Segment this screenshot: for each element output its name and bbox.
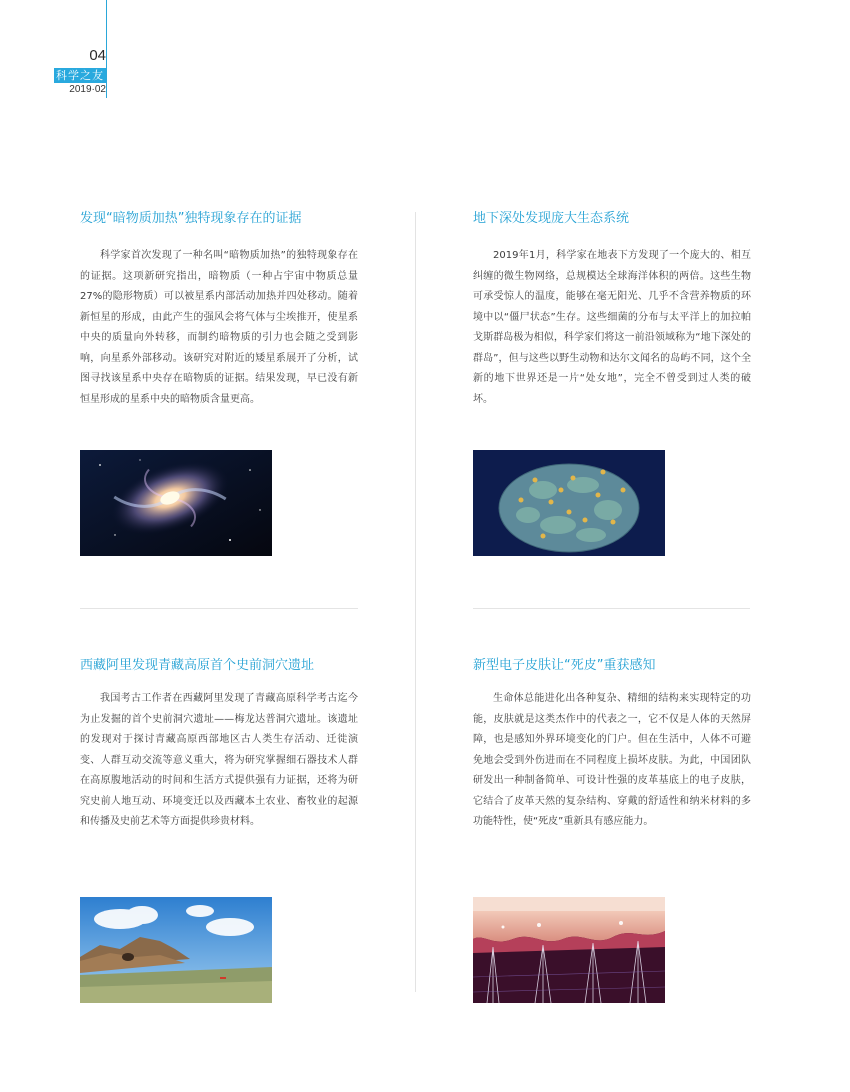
article-title: 地下深处发现庞大生态系统 [473, 211, 630, 226]
article-title: 西藏阿里发现青藏高原首个史前洞穴遗址 [80, 658, 315, 673]
article-body: 科学家首次发现了一种名叫“暗物质加热”的独特现象存在的证据。这项新研究指出，暗物质（一种占宇宙中物质总量27%的隐形物质）可以被星系内部活动加热并四处移动。随着新恒星的形成，由此产生的强风会将气体与尘埃推开，使星系中央的质量向外转移，而制约暗物质的引力也会随之受到影响，向星系外部移动。该研究对附近的矮星系展开了分析，试图寻找该星系中央存在暗物质的证据。结果发现，早已没有新恒星形成的星系中央的暗物质含量更高。 [80, 250, 358, 405]
article-body: 生命体总能进化出各种复杂、精细的结构来实现特定的功能，皮肤就是这类杰作中的代表之一，它不仅是人体的天然屏障，也是感知外界环境变化的门户。但在生活中，人体不可避免地会受到外伤进而在不同程度上损坏皮肤。为此，中国团队研发出一种制备简单、可设计性强的皮革基底上的电子皮肤，它结合了皮革天然的复杂结构、穿戴的舒适性和纳米材料的多功能特性，使“死皮”重新具有感应能力。 [473, 693, 751, 827]
skin-cross-section-image [473, 897, 665, 1003]
row-divider-right [473, 608, 750, 609]
magazine-name-badge: 科学之友 [56, 69, 104, 82]
column-divider [415, 212, 416, 992]
article-title: 新型电子皮肤让“死皮”重获感知 [473, 658, 656, 673]
article-body: 2019年1月，科学家在地表下方发现了一个庞大的、相互纠缠的微生物网络，总规模达全球海洋体积的两倍。这些生物可承受惊人的温度，能够在毫无阳光、几乎不含营养物质的环境中以“僵尸状态”生存。这些细菌的分布与太平洋上的加拉帕戈斯群岛极为相似，科学家们将这一前沿领域称为“地下深处的群岛”，但与这些以野生动物和达尔文闻名的岛屿不同，这个全新的地下世界还是一片“处女地”，完全不曾受到过人类的破坏。 [473, 250, 751, 405]
plateau-cave-image [80, 897, 272, 1003]
row-divider-left [80, 608, 358, 609]
microbe-image [473, 450, 665, 556]
header-rule [106, 0, 107, 98]
article-body: 我国考古工作者在西藏阿里发现了青藏高原科学考古迄今为止发掘的首个史前洞穴遗址——梅龙达普洞穴遗址。该遗址的发现对于探讨青藏高原西部地区古人类生存活动、迁徙演变、人群互动交流等意义重大，将为研究掌握细石器技术人群在高原腹地活动的时间和生活方式提供强有力证据，还将为研究史前人地互动、环境变迁以及西藏本土农业、畜牧业的起源和传播及史前艺术等方面提供珍贵材料。 [80, 693, 358, 827]
galaxy-image [80, 450, 272, 556]
article-title: 发现“暗物质加热”独特现象存在的证据 [80, 211, 302, 226]
page-number: 04 [89, 47, 106, 64]
issue-date: 2019·02 [69, 84, 106, 95]
